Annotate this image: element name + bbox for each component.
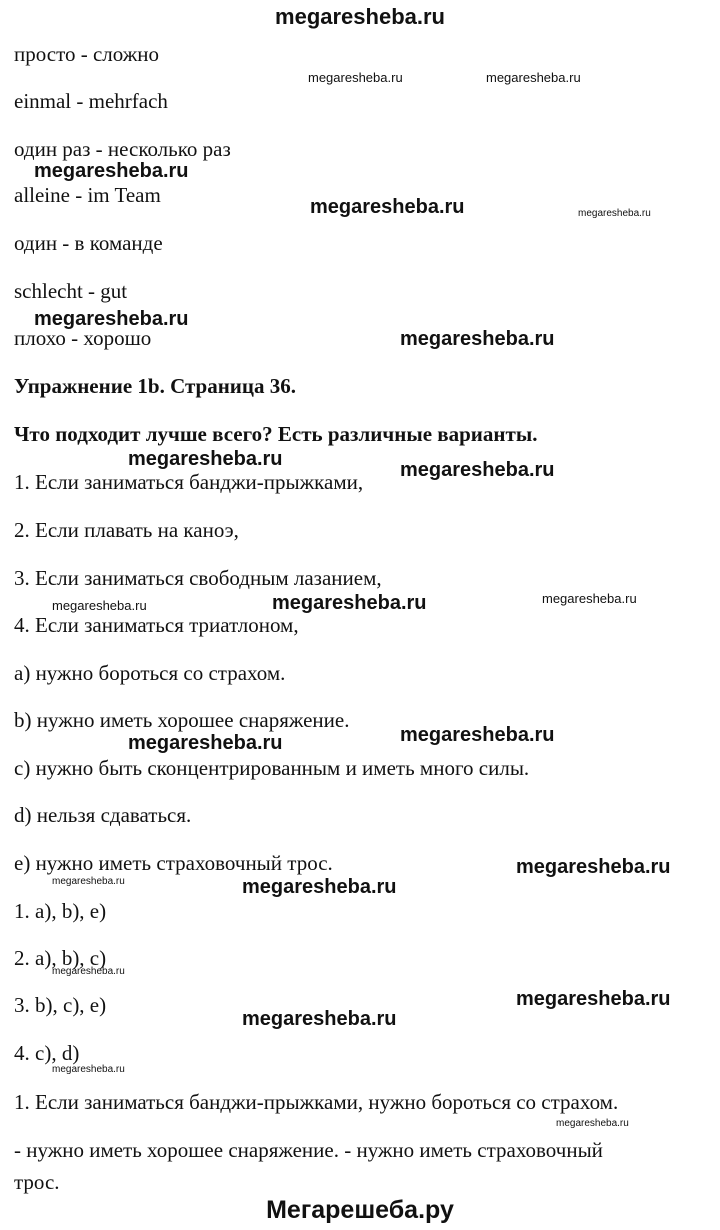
pair-line: schlecht - gut xyxy=(14,279,128,303)
watermark: megaresheba.ru xyxy=(400,328,555,350)
example-line: - нужно иметь хорошее снаряжение. - нужно иметь страховочный xyxy=(14,1138,603,1162)
option-line: e) нужно иметь страховочный трос. xyxy=(14,851,333,875)
option-line: a) нужно бороться со страхом. xyxy=(14,661,286,685)
watermark: megaresheba.ru xyxy=(242,876,397,898)
watermark: megaresheba.ru xyxy=(128,448,283,470)
condition-line: 1. Если заниматься банджи-прыжками, xyxy=(14,470,364,494)
pair-line: alleine - im Team xyxy=(14,183,161,207)
watermark: megaresheba.ru xyxy=(486,70,581,85)
exercise-title: Упражнение 1b. Страница 36. xyxy=(14,374,297,398)
watermark: megaresheba.ru xyxy=(128,732,283,754)
watermark: megaresheba.ru xyxy=(556,1118,629,1129)
watermark: megaresheba.ru xyxy=(52,598,147,613)
watermark: megaresheba.ru xyxy=(52,876,125,887)
pair-line: один - в команде xyxy=(14,231,163,255)
answer-line: 1. a), b), e) xyxy=(14,899,107,923)
condition-line: 4. Если заниматься триатлоном, xyxy=(14,613,299,637)
option-line: d) нельзя сдаваться. xyxy=(14,803,192,827)
watermark: megaresheba.ru xyxy=(34,160,189,182)
condition-line: 3. Если заниматься свободным лазанием, xyxy=(14,566,382,590)
watermark: megaresheba.ru xyxy=(272,592,427,614)
watermark: megaresheba.ru xyxy=(310,196,465,218)
example-line: 1. Если заниматься банджи-прыжками, нужно бороться со страхом. xyxy=(14,1090,619,1114)
pair-line: einmal - mehrfach xyxy=(14,89,168,113)
condition-line: 2. Если плавать на каноэ, xyxy=(14,518,239,542)
watermark: megaresheba.ru xyxy=(400,724,555,746)
pair-line: просто - сложно xyxy=(14,42,160,66)
watermark: megaresheba.ru xyxy=(516,856,671,878)
watermark: megaresheba.ru xyxy=(34,308,189,330)
watermark: megaresheba.ru xyxy=(542,591,637,606)
answer-line: 3. b), c), e) xyxy=(14,993,107,1017)
exercise-task: Что подходит лучше всего? Есть различные варианты. xyxy=(14,422,538,446)
answer-line: 4. c), d) xyxy=(14,1041,80,1065)
option-line: b) нужно иметь хорошее снаряжение. xyxy=(14,708,350,732)
watermark: megaresheba.ru xyxy=(52,1064,125,1075)
watermark: megaresheba.ru xyxy=(516,988,671,1010)
answer-line: 2. a), b), c) xyxy=(14,946,107,970)
watermark: megaresheba.ru xyxy=(242,1008,397,1030)
pair-line: плохо - хорошо xyxy=(14,326,152,350)
option-line: c) нужно быть сконцентрированным и иметь много силы. xyxy=(14,756,530,780)
site-footer-title: Мегарешеба.ру xyxy=(266,1196,454,1224)
watermark: megaresheba.ru xyxy=(578,208,651,219)
example-line: трос. xyxy=(14,1170,60,1194)
watermark: megaresheba.ru xyxy=(52,966,125,977)
watermark: megaresheba.ru xyxy=(400,459,555,481)
site-header-title: megaresheba.ru xyxy=(275,4,445,29)
pair-line: один раз - несколько раз xyxy=(14,137,231,161)
watermark: megaresheba.ru xyxy=(308,70,403,85)
